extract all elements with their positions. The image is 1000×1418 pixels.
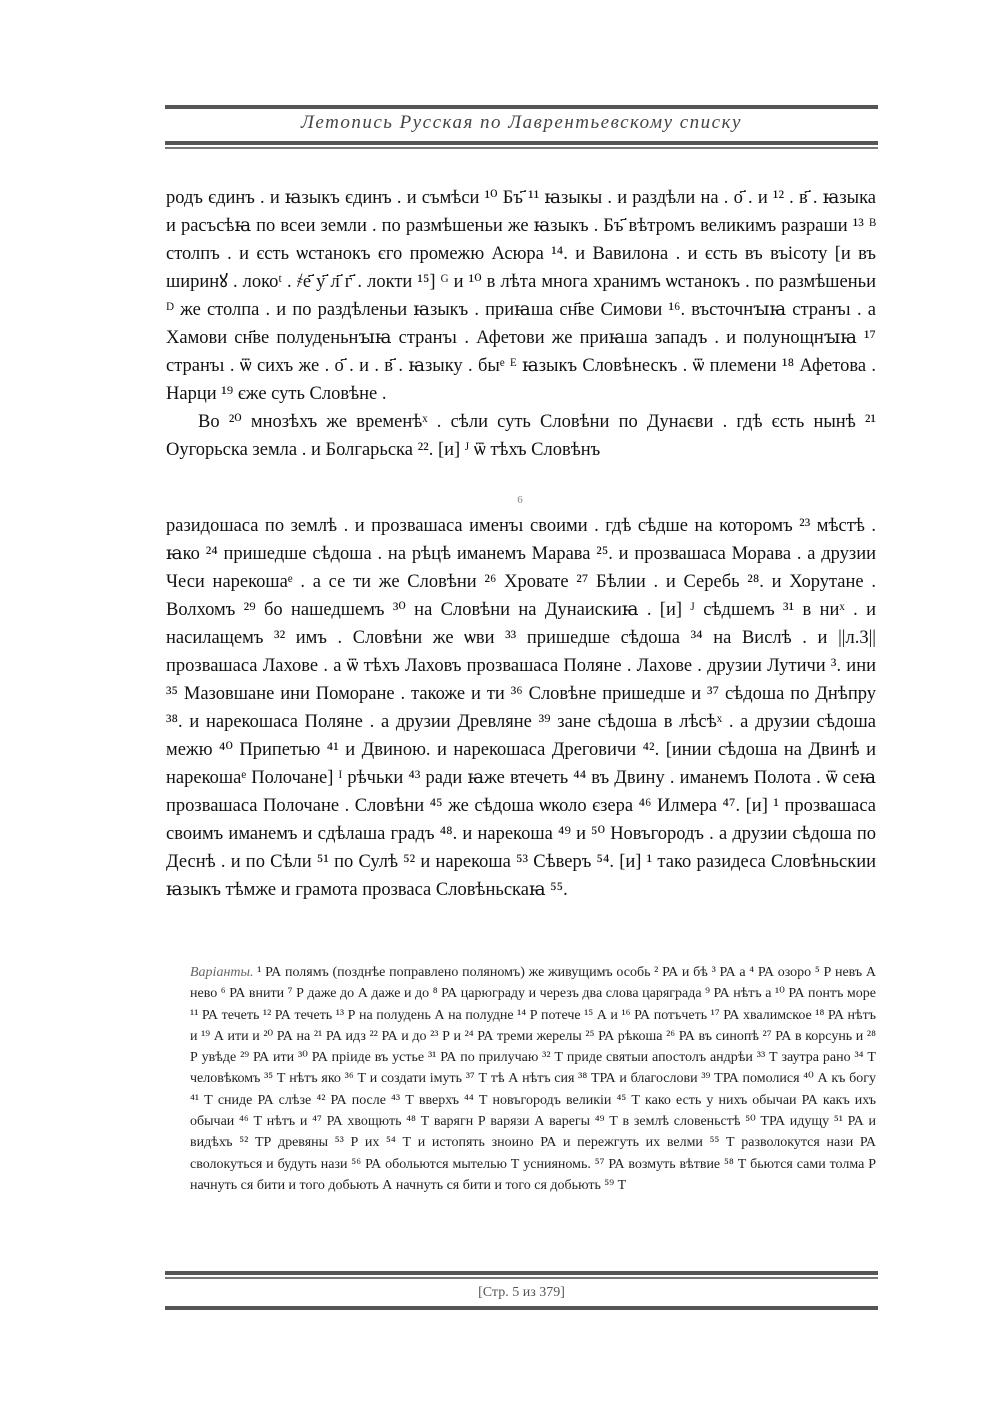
page-marker: 6 bbox=[517, 494, 523, 506]
paragraph-3: разидошаса по землѣ . и прозвашаса именъı своими . гдѣ сѣдше на которомъ ²³ мѣстѣ . ꙗко ²⁴ пришедше сѣдоша . на рѣцѣ иманемъ Марава ²⁵. и прозвашаса Морава . а друзии Чеси нарекошаᵉ . а се ти же Словѣни ²⁶ Хровате ²⁷ Бѣлии . и Серебь ²⁸. и Хорутане . Волхомъ ²⁹ бо нашедшемъ ³⁰ на Словѣни на Дунаискиꙗ . [и] ᴶ сѣдшемъ ³¹ в ниˣ . и насилащемъ ³² имъ . Словѣни же ѡви ³³ пришедше сѣдоша ³⁴ на Вислѣ . и ||л.3|| прозвашаса Лахове . а ѿ тѣхъ Лаховъ прозвашаса Поляне . Лахове . друзии Лутичи ³. ини ³⁵ Мазовшане ини Поморане . такоже и ти ³⁶ Словѣне пришедше и ³⁷ сѣдоша по Днѣпру ³⁸. и нарекошаса Поляне . а друзии Древляне ³⁹ зане сѣдоша в лѣсѣˣ . а друзии сѣдоша межю ⁴⁰ Припетью ⁴¹ и Двиною. и нарекошаса Дреговичи ⁴². [инии сѣдоша на Двинѣ и нарекошаᵉ Полочане] ᴵ рѣчьки ⁴³ ради ꙗже втечеть ⁴⁴ въ Двину . иманемъ Полота . ѿ сеꙗ прозвашаса Полочане . Словѣни ⁴⁵ же сѣдоша ѡколо єзера ⁴⁶ Илмера ⁴⁷. [и] ¹ прозвашаса своимъ иманемъ и сдѣлаша градъ ⁴⁸. и нарекоша ⁴⁹ и ⁵⁰ Новъгородъ . а друзии сѣдоша по Деснѣ . и по Сѣли ⁵¹ по Сулѣ ⁵² и нарекоша ⁵³ Сѣверъ ⁵⁴. [и] ¹ тако разидеса Словѣньскии ꙗзыкъ тѣмже и грамота прозваса Словѣньскаꙗ ⁵⁵. bbox=[166, 516, 876, 900]
paragraph-2: Во ²⁰ мнозѣхъ же временѣˣ . сѣли суть Словѣни по Дунаєви . гдѣ єсть нынѣ ²¹ Оугорьска земла . и Болгарьска ²². [и] ᴶ ѿ тѣхъ Словѣнъ bbox=[166, 412, 876, 460]
footer-page-number: [Стр. 5 из 379] bbox=[478, 1285, 565, 1300]
footer-rule-top-thin bbox=[165, 1277, 878, 1279]
footer-rule-bottom bbox=[165, 1306, 878, 1310]
footer-rule-top bbox=[165, 1271, 878, 1275]
paragraph-1: родъ єдинъ . и ꙗзыкъ єдинъ . и съмѣси ¹⁰ Бъ҃ ¹¹ ꙗзыкы . и раздѣли на . о҃ . и ¹² . в҃ . ꙗзыка и расъсѣꙗ по всеи земли . по размѣшеньи же ꙗзыкъ . Бъ҃ вѣтромъ великимъ разраши ¹³ ᴮ столпъ . и єсть ѡстанокъ єго промежю Асюра ¹⁴. и Вавилона . и єсть въ въісоту [и въ ширинꙋ . локоᵗ . ҂е҃ у҃ л҃ г҃ . локти ¹⁵] ᴳ и ¹⁰ в лѣта многа хранимъ ѡстанокъ . по размѣшеньи ᴰ же столпа . и по раздѣленьи ꙗзыкъ . приꙗша сн҃ве Симови ¹⁶. въсточнꙑꙗ странъı . а Хамови сн҃ве полуденьнꙑꙗ странъı . Афетови же приꙗша западъ . и полунощнꙑꙗ ¹⁷ странъı . ѿ сихъ же . о҃ . и . в҃ . ꙗзыку . быᵉ ᴱ ꙗзыкъ Словѣнескъ . ѿ племени ¹⁸ Афетова . Нарци ¹⁹ єже суть Словѣне . bbox=[166, 188, 876, 404]
header-rule-bottom bbox=[165, 141, 878, 145]
variants-label: Варіанты. bbox=[190, 965, 254, 980]
body-text-lower bbox=[166, 512, 876, 904]
header-rule-bottom-thin bbox=[165, 147, 878, 149]
header-rule-top bbox=[165, 105, 878, 109]
body-text-upper bbox=[166, 184, 876, 464]
variants-text: ¹ РА полямъ (позднѣе поправлено поляномъ) же живущимъ особь ² РА и бѣ ³ РА а ⁴ РА озоро ⁵ Р невъ А нево ⁶ РА внити ⁷ Р даже до А даже и до ⁸ РА царюграду и черезъ два слова царяграда ⁹ РА нѣтъ а ¹⁰ РА понтъ море ¹¹ РА течеть ¹² РА течеть ¹³ Р на полудень А на полудне ¹⁴ Р потече ¹⁵ А и ¹⁶ РА потъчеть ¹⁷ РА хвалимское ¹⁸ РА нѣтъ и ¹⁹ А ити и ²⁰ РА на ²¹ РА идз ²² РА и до ²³ Р и ²⁴ РА треми жерелы ²⁵ РА рѣкоша ²⁶ РА въ синопѣ ²⁷ РА в корсунь и ²⁸ Р увѣде ²⁹ РА ити ³⁰ РА прiиде въ устье ³¹ РА по прилучаю ³² Т приде святыи апостолъ андрѣи ³³ Т заутра рано ³⁴ Т человѣкомъ ³⁵ Т нѣтъ яко ³⁶ Т и создати iмуть ³⁷ Т тѣ А нѣтъ сия ³⁸ ТРА и благослови ³⁹ ТРА помолися ⁴⁰ А къ богу ⁴¹ Т сниде РА слѣзе ⁴² РА после ⁴³ Т вверхъ ⁴⁴ Т новъгородъ великiи ⁴⁵ Т како есть у нихъ обычаи РА какъ ихъ обычаи ⁴⁶ Т нѣтъ и ⁴⁷ РА хвощють ⁴⁸ Т варягн Р варязи А варегы ⁴⁹ Т в землѣ словеньстѣ ⁵⁰ ТРА идущу ⁵¹ РА и видѣхъ ⁵² ТР древяны ⁵³ Р их ⁵⁴ Т и истопять зноино РА и пережгуть их велми ⁵⁵ Т разволокутся нази РА сволокуться и будуть нази ⁵⁶ РА обольются мытелью Т уснияномь. ⁵⁷ РА возмуть вѣтвие ⁵⁸ Т бьются сами толма Р начнуть ся бити и того добьють А начнуть ся бити и того ся добьють ⁵⁹ Т bbox=[190, 965, 877, 1193]
header-title: Летопись Русская по Лаврентьевскому списку bbox=[301, 112, 742, 133]
variants-block bbox=[190, 962, 876, 1196]
